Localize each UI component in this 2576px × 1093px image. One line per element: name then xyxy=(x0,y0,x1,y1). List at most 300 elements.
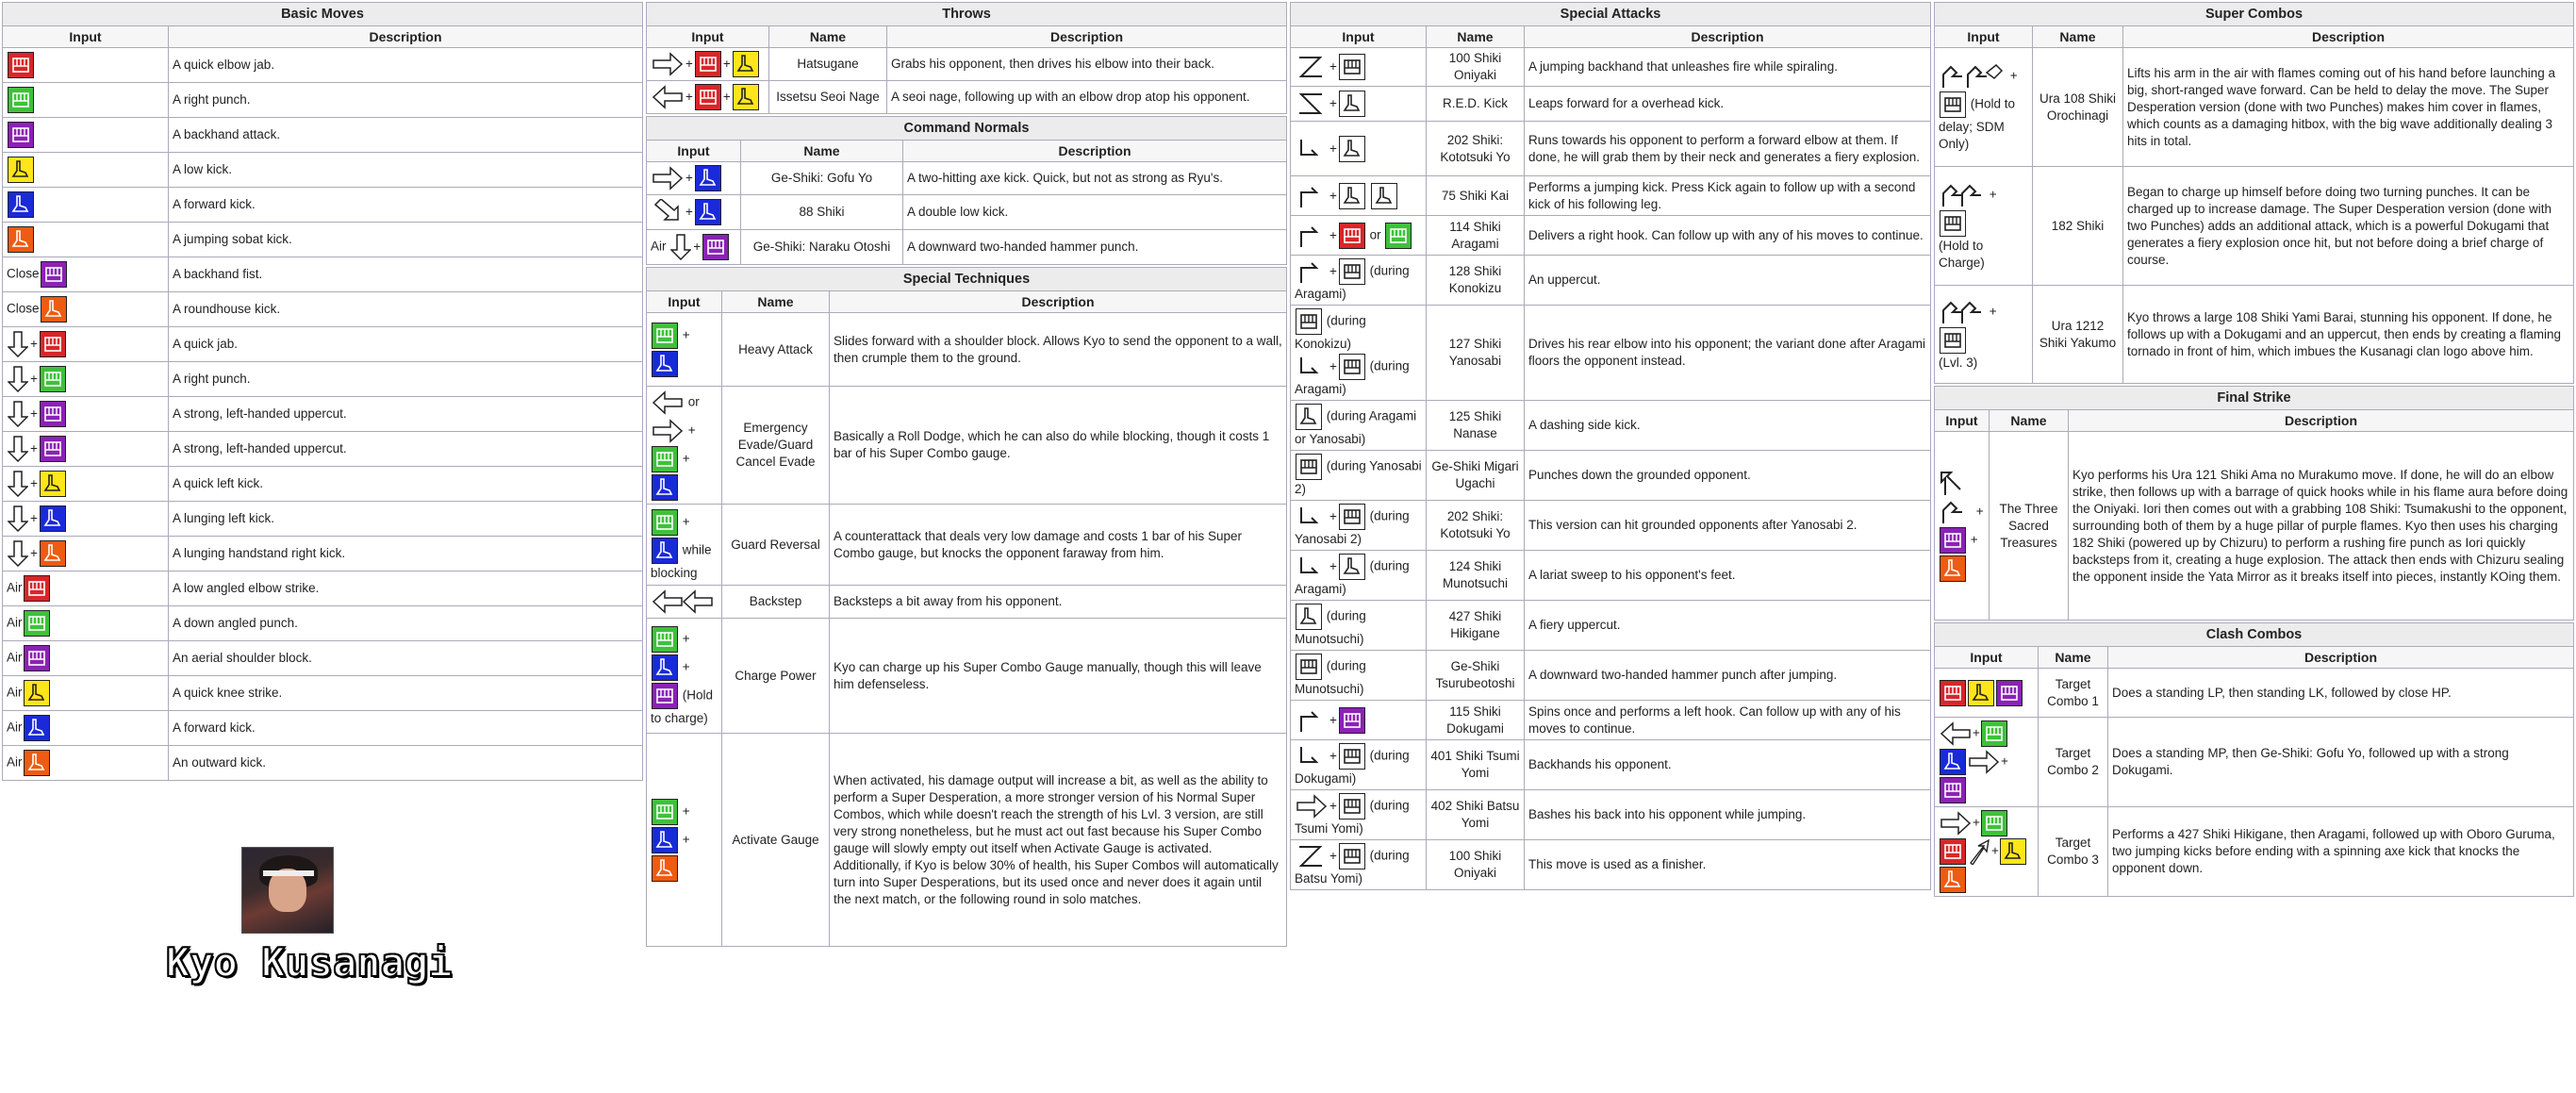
foot-icon xyxy=(1968,680,1994,706)
table-row xyxy=(1291,122,1931,176)
input-header: Input xyxy=(647,26,769,48)
table-row xyxy=(3,467,643,502)
input-header: Input xyxy=(1935,410,1990,432)
move-description: A strong, left-handed uppercut. xyxy=(169,432,643,467)
foot-outline-icon xyxy=(1339,91,1365,117)
character-portrait xyxy=(241,847,334,934)
move-description: When activated, his damage output will increase a bit, as well as the ability to perform a Super Desperation, a more stronger version of his Normal Super Combos, which while doesn't reach the strength of his Lvl. 3 version, are still very strong nonetheless, but he must act out fast because his Super Combo gauge will slowly empty out itself when Activate Gauge is activated. Additionally, if Kyo is below 30% of health, his Super Combos will automatically turn into Super Desperations, but its used once and never does it again until the next match, or the following round in solo matches. xyxy=(830,734,1287,947)
double-motion-icon xyxy=(1940,299,1985,325)
foot-icon xyxy=(2000,838,2026,865)
table-row xyxy=(3,83,643,118)
input-cell xyxy=(1935,669,2039,718)
move-name: The Three Sacred Treasures xyxy=(1990,432,2069,621)
input-cell: + (during Aragami) xyxy=(1291,256,1427,306)
forward-arrow-icon xyxy=(652,418,684,444)
basic-moves-table xyxy=(2,2,643,781)
quarter-circle-icon xyxy=(1296,354,1328,380)
table-row xyxy=(3,292,643,327)
character-name-logo: Kyo Kusanagi xyxy=(166,939,453,985)
z-motion-icon xyxy=(1296,54,1328,80)
move-description: Backhands his opponent. xyxy=(1525,740,1931,790)
condition-label: (during Aragami or Yanosabi) xyxy=(1295,408,1417,446)
input-cell: + xyxy=(1291,87,1427,122)
fist-outline-icon xyxy=(1339,258,1365,285)
modifier-label: Air xyxy=(7,720,23,735)
input-cell: Air + xyxy=(647,230,741,265)
quarter-circle-icon xyxy=(1296,743,1328,770)
back-arrow-icon xyxy=(652,389,684,416)
fist-icon xyxy=(1981,810,2007,836)
condition-label: (during Aragami) xyxy=(1295,558,1410,596)
table-row xyxy=(1291,216,1931,256)
table-row xyxy=(1935,286,2574,384)
fist-icon xyxy=(652,683,678,709)
move-name: 100 Shiki Oniyaki xyxy=(1427,840,1525,890)
table-row xyxy=(3,327,643,362)
move-name: Issetsu Seoi Nage xyxy=(769,81,887,114)
move-name: 124 Shiki Munotsuchi xyxy=(1427,551,1525,601)
fist-icon xyxy=(41,261,67,288)
table-row xyxy=(3,502,643,537)
foot-icon xyxy=(1940,867,1966,893)
foot-icon xyxy=(1940,555,1966,582)
up-forward-motion-icon xyxy=(1296,707,1328,734)
move-description: A jumping sobat kick. xyxy=(169,223,643,257)
input-cell: + xyxy=(3,537,169,571)
table-row xyxy=(1291,740,1931,790)
table-row xyxy=(1291,701,1931,740)
condition-label: (during Aragami) xyxy=(1295,358,1410,396)
back-back-arrow-icon xyxy=(652,588,714,615)
table-row xyxy=(647,505,1287,586)
table-row xyxy=(1935,807,2574,897)
table-row xyxy=(647,619,1287,734)
foot-outline-icon xyxy=(1339,554,1365,580)
move-name: Guard Reversal xyxy=(722,505,830,586)
fist-icon xyxy=(40,366,66,392)
modifier-label: Air xyxy=(7,685,23,700)
move-description: A fiery uppercut. xyxy=(1525,601,1931,651)
table-row xyxy=(1291,256,1931,306)
move-description: Performs a 427 Shiki Hikigane, then Aragami, followed up with Oboro Guruma, two jumping kicks before ending with a spinning axe kick that knocks the opponent down. xyxy=(2108,807,2574,897)
input-header: Input xyxy=(647,141,741,162)
fist-icon xyxy=(1981,720,2007,747)
input-cell xyxy=(1291,451,1427,501)
move-name: 127 Shiki Yanosabi xyxy=(1427,306,1525,401)
move-name: Hatsugane xyxy=(769,48,887,81)
modifier-label: Close xyxy=(7,266,40,281)
input-cell: + + xyxy=(1935,718,2039,807)
input-cell: + or xyxy=(1291,216,1427,256)
move-description: A right punch. xyxy=(169,83,643,118)
description-header: Description xyxy=(830,291,1287,313)
move-description: Grabs his opponent, then drives his elbow into their back. xyxy=(887,48,1287,81)
input-cell xyxy=(1291,401,1427,451)
table-row xyxy=(1935,669,2574,718)
modifier-label: Air xyxy=(7,754,23,770)
input-cell xyxy=(3,571,169,606)
down-arrow-icon xyxy=(8,505,28,532)
command-normals-title: Command Normals xyxy=(647,117,1287,141)
move-name: 128 Shiki Konokizu xyxy=(1427,256,1525,306)
down-forward-arrow-icon xyxy=(652,199,684,225)
condition-label: (during Yanosabi 2) xyxy=(1295,508,1410,546)
input-cell: + xyxy=(3,327,169,362)
move-description: Does a standing LP, then standing LK, followed by close HP. xyxy=(2108,669,2574,718)
move-name: 401 Shiki Tsumi Yomi xyxy=(1427,740,1525,790)
name-header: Name xyxy=(1990,410,2069,432)
fist-outline-icon xyxy=(1940,91,1966,118)
move-description: A low angled elbow strike. xyxy=(169,571,643,606)
forward-arrow-icon xyxy=(652,51,684,77)
move-description: Slides forward with a shoulder block. Allows Kyo to send the opponent to a wall, then crumple them to the ground. xyxy=(830,313,1287,387)
foot-icon xyxy=(1940,749,1966,775)
move-description: A quick left kick. xyxy=(169,467,643,502)
input-cell xyxy=(647,586,722,619)
move-name: Ge-Shiki Tsurubeotoshi xyxy=(1427,651,1525,701)
input-cell xyxy=(3,746,169,781)
move-description: A quick elbow jab. xyxy=(169,48,643,83)
fist-outline-icon xyxy=(1339,793,1365,820)
move-description: Performs a jumping kick. Press Kick again to follow up with a second kick of his following leg. xyxy=(1525,176,1931,216)
input-cell: + xyxy=(647,195,741,230)
fist-outline-icon xyxy=(1339,54,1365,80)
move-name: Target Combo 2 xyxy=(2039,718,2108,807)
input-cell: + (Hold to Charge) xyxy=(1935,167,2033,286)
hold-label: (Hold to delay; SDM Only) xyxy=(1939,96,2016,151)
move-name: Heavy Attack xyxy=(722,313,830,387)
move-description: A downward two-handed hammer punch. xyxy=(903,230,1287,265)
move-description: Kyo performs his Ura 121 Shiki Ama no Murakumo move. If done, he will do an elbow strike, then follows up with a barrage of quick hooks while in his flame aura before doing the Oniyaki. Iori then comes out with a grabbing 108 Shiki: Tsumakushi to the opponent, surrounding both of them by a huge pillar of purple flames. Kyo then uses his charging 182 Shiki (powered up by Chizuru) to perform a rushing fire punch as Iori quickly backsteps from it, creating a huge explosion. The attack then ends with Chizuru sealing the opponent inside the Yata Mirror as it breaks itself into pieces, instantly KOing them. xyxy=(2069,432,2574,621)
move-name: Charge Power xyxy=(722,619,830,734)
table-row xyxy=(3,711,643,746)
forward-arrow-icon xyxy=(652,165,684,191)
fist-icon xyxy=(40,401,66,427)
table-row xyxy=(647,81,1287,114)
move-name: Target Combo 1 xyxy=(2039,669,2108,718)
move-description: Delivers a right hook. Can follow up with any of his moves to continue. xyxy=(1525,216,1931,256)
basic-moves-title: Basic Moves xyxy=(3,3,643,26)
input-cell: + + xyxy=(647,734,722,947)
foot-icon xyxy=(652,654,678,681)
table-row xyxy=(1291,401,1931,451)
move-name: 182 Shiki xyxy=(2033,167,2123,286)
move-description: A right punch. xyxy=(169,362,643,397)
move-description: A strong, left-handed uppercut. xyxy=(169,397,643,432)
table-row xyxy=(1291,790,1931,840)
description-header: Description xyxy=(2108,647,2574,669)
table-row xyxy=(647,387,1287,505)
input-cell xyxy=(3,223,169,257)
input-cell: + xyxy=(647,162,741,195)
or-label: or xyxy=(687,394,700,409)
down-arrow-icon xyxy=(8,436,28,462)
table-row xyxy=(1935,48,2574,167)
table-row xyxy=(1291,601,1931,651)
description-header: Description xyxy=(903,141,1287,162)
table-row xyxy=(3,257,643,292)
input-cell: + xyxy=(3,502,169,537)
description-header: Description xyxy=(1525,26,1931,48)
table-row xyxy=(1291,48,1931,87)
move-name: 402 Shiki Batsu Yomi xyxy=(1427,790,1525,840)
foot-icon xyxy=(40,505,66,532)
condition-label: (during Tsumi Yomi) xyxy=(1295,798,1410,836)
foot-icon xyxy=(652,855,678,882)
move-name: Ge-Shiki: Gofu Yo xyxy=(741,162,903,195)
table-row xyxy=(3,606,643,641)
super-combos-title: Super Combos xyxy=(1935,3,2574,26)
up-back-arrow-icon xyxy=(1940,471,1972,497)
table-row xyxy=(3,641,643,676)
move-description: Bashes his back into his opponent while jumping. xyxy=(1525,790,1931,840)
down-arrow-icon xyxy=(8,366,28,392)
input-cell: + xyxy=(3,467,169,502)
input-cell: + xyxy=(1291,701,1427,740)
down-arrow-icon xyxy=(8,401,28,427)
fist-icon xyxy=(40,331,66,357)
table-row xyxy=(647,230,1287,265)
fist-icon xyxy=(1940,680,1966,706)
special-attacks-table xyxy=(1290,2,1931,890)
fist-icon xyxy=(652,626,678,653)
input-cell xyxy=(3,711,169,746)
foot-outline-icon xyxy=(1339,183,1365,209)
move-description: A lunging handstand right kick. xyxy=(169,537,643,571)
input-cell: + (Lvl. 3) xyxy=(1935,286,2033,384)
fist-foot-icon xyxy=(1940,327,1966,354)
move-description: A quick jab. xyxy=(169,327,643,362)
fist-icon xyxy=(1339,223,1365,249)
input-cell: + + xyxy=(647,81,769,114)
move-name: 125 Shiki Nanase xyxy=(1427,401,1525,451)
table-row xyxy=(1291,87,1931,122)
fist-icon xyxy=(24,575,50,602)
basic-moves-section xyxy=(2,2,643,781)
fist-icon xyxy=(1339,707,1365,734)
throws-title: Throws xyxy=(647,3,1287,26)
fist-outline-icon xyxy=(1940,210,1966,237)
foot-icon xyxy=(695,165,721,191)
table-row xyxy=(1291,176,1931,216)
table-row xyxy=(1291,501,1931,551)
table-row xyxy=(3,48,643,83)
table-row xyxy=(3,571,643,606)
name-header: Name xyxy=(2039,647,2108,669)
table-row xyxy=(647,48,1287,81)
move-description: A downward two-handed hammer punch after jumping. xyxy=(1525,651,1931,701)
clash-combos-title: Clash Combos xyxy=(1935,623,2574,647)
table-row xyxy=(3,362,643,397)
move-description: A backhand fist. xyxy=(169,257,643,292)
table-row xyxy=(3,223,643,257)
move-description: A two-hitting axe kick. Quick, but not as strong as Ryu's. xyxy=(903,162,1287,195)
table-row xyxy=(1291,551,1931,601)
fist-outline-icon xyxy=(1339,504,1365,530)
table-row xyxy=(647,586,1287,619)
move-description: An aerial shoulder block. xyxy=(169,641,643,676)
foot-icon xyxy=(652,538,678,564)
foot-icon xyxy=(652,474,678,501)
fist-outline-icon xyxy=(1296,654,1322,680)
table-row xyxy=(1935,432,2574,621)
input-header: Input xyxy=(1935,647,2039,669)
name-header: Name xyxy=(1427,26,1525,48)
fist-outline-icon xyxy=(1339,843,1365,869)
fist-icon xyxy=(652,799,678,825)
fist-outline-icon xyxy=(1339,743,1365,770)
move-description: A counterattack that deals very low damage and costs 1 bar of his Super Combo gauge, but knocks the opponent faraway from him. xyxy=(830,505,1287,586)
hold-label: (Hold to charge) xyxy=(651,687,714,725)
fist-icon xyxy=(702,234,729,260)
table-row xyxy=(3,397,643,432)
move-description: Kyo can charge up his Super Combo Gauge manually, though this will leave him defenseless. xyxy=(830,619,1287,734)
super-column xyxy=(1934,2,2574,897)
up-forward-arrow-icon xyxy=(1968,838,1990,865)
table-row xyxy=(1935,718,2574,807)
move-name: Activate Gauge xyxy=(722,734,830,947)
table-row xyxy=(3,746,643,781)
level-label: (Lvl. 3) xyxy=(1939,355,1978,370)
foot-icon xyxy=(40,540,66,567)
move-description: A forward kick. xyxy=(169,188,643,223)
reverse-z-motion-icon xyxy=(1296,91,1328,117)
input-cell: + xyxy=(647,313,722,387)
move-name: 427 Shiki Hikigane xyxy=(1427,601,1525,651)
quarter-circle-icon xyxy=(1296,554,1328,580)
down-arrow-icon xyxy=(8,540,28,567)
foot-icon xyxy=(24,680,50,706)
input-cell: + + xyxy=(647,48,769,81)
back-arrow-icon xyxy=(1940,720,1972,747)
modifier-label: Air xyxy=(7,650,23,665)
up-forward-motion-icon xyxy=(1296,258,1328,285)
foot-icon xyxy=(652,351,678,377)
input-cell xyxy=(3,83,169,118)
special-techniques-title: Special Techniques xyxy=(647,268,1287,291)
command-normals-table xyxy=(646,116,1287,265)
forward-arrow-icon xyxy=(1968,749,2000,775)
condition-label: (during Aragami) xyxy=(1295,263,1410,301)
table-row xyxy=(3,153,643,188)
move-name: Ura 1212 Shiki Yakumo xyxy=(2033,286,2123,384)
forward-arrow-icon xyxy=(1296,793,1328,820)
input-cell: + (during Dokugami) xyxy=(1291,740,1427,790)
input-cell: + + (Hold to charge) xyxy=(647,619,722,734)
move-description: A backhand attack. xyxy=(169,118,643,153)
name-header: Name xyxy=(769,26,887,48)
move-name: 202 Shiki: Kototsuki Yo xyxy=(1427,501,1525,551)
input-cell: + xyxy=(1291,122,1427,176)
table-row xyxy=(1291,306,1931,401)
move-description: Does a standing MP, then Ge-Shiki: Gofu Yo, followed up with a strong Dokugami. xyxy=(2108,718,2574,807)
super-combos-table xyxy=(1934,2,2574,384)
forward-arrow-icon xyxy=(1940,810,1972,836)
move-name: 75 Shiki Kai xyxy=(1427,176,1525,216)
move-name: Ura 108 Shiki Orochinagi xyxy=(2033,48,2123,167)
move-name: 202 Shiki: Kototsuki Yo xyxy=(1427,122,1525,176)
table-row xyxy=(1935,167,2574,286)
move-description: Punches down the grounded opponent. xyxy=(1525,451,1931,501)
description-header: Description xyxy=(887,26,1287,48)
foot-icon xyxy=(733,51,759,77)
input-header: Input xyxy=(1291,26,1427,48)
input-cell xyxy=(3,676,169,711)
fist-icon xyxy=(1940,527,1966,554)
foot-icon xyxy=(8,157,34,183)
fist-icon xyxy=(24,645,50,671)
up-forward-motion-icon xyxy=(1296,223,1328,249)
fist-outline-icon xyxy=(1339,354,1365,380)
back-arrow-icon xyxy=(652,84,684,110)
move-description: A dashing side kick. xyxy=(1525,401,1931,451)
condition-label: (during Munotsuchi) xyxy=(1295,658,1366,696)
move-description: Spins once and performs a left hook. Can follow up with any of his moves to continue. xyxy=(1525,701,1931,740)
table-row xyxy=(3,118,643,153)
input-header: Input xyxy=(3,26,169,48)
foot-icon xyxy=(695,199,721,225)
move-description: This move is used as a finisher. xyxy=(1525,840,1931,890)
fist-icon xyxy=(24,610,50,637)
input-cell xyxy=(3,118,169,153)
fist-icon xyxy=(652,509,678,536)
move-name: Target Combo 3 xyxy=(2039,807,2108,897)
move-description: This version can hit grounded opponents after Yanosabi 2. xyxy=(1525,501,1931,551)
move-description: A down angled punch. xyxy=(169,606,643,641)
foot-icon xyxy=(733,84,759,110)
input-cell xyxy=(3,641,169,676)
move-description: Kyo throws a large 108 Shiki Yami Barai, stunning his opponent. If done, he follows up with a Dokugami and an uppercut, then ends by creating a flaming tornado in front of him, which imbues the Kusanagi clan logo above him. xyxy=(2123,286,2574,384)
qcb-hcf-motion-icon xyxy=(1940,63,2006,90)
name-header: Name xyxy=(741,141,903,162)
move-name: R.E.D. Kick xyxy=(1427,87,1525,122)
move-description: Began to charge up himself before doing two turning punches. It can be charged up to increase damage. The Super Desperation version (done with two Punches) adds an additional attack, which is a powerful Dokugami that generates a fiery explosion once hit, but not before doing a brief charge of course. xyxy=(2123,167,2574,286)
move-description: A lunging left kick. xyxy=(169,502,643,537)
input-header: Input xyxy=(1935,26,2033,48)
name-header: Name xyxy=(2033,26,2123,48)
fist-icon xyxy=(40,436,66,462)
double-motion-icon xyxy=(1940,182,1985,208)
modifier-label: Air xyxy=(7,615,23,630)
move-name: Ge-Shiki: Naraku Otoshi xyxy=(741,230,903,265)
move-description: Drives his rear elbow into his opponent; the variant done after Aragami floors the opponent instead. xyxy=(1525,306,1931,401)
fist-icon xyxy=(695,51,721,77)
clash-combos-table xyxy=(1934,622,2574,897)
input-cell xyxy=(1291,601,1427,651)
special-attacks-title: Special Attacks xyxy=(1291,3,1931,26)
modifier-label: Close xyxy=(7,301,40,316)
input-cell: + + xyxy=(1935,807,2039,897)
input-cell: (during Konokizu) + (during Aragami) xyxy=(1291,306,1427,401)
table-row xyxy=(1291,451,1931,501)
foot-icon xyxy=(8,226,34,253)
move-description: An uppercut. xyxy=(1525,256,1931,306)
while-blocking-label: while blocking xyxy=(651,542,712,580)
description-header: Description xyxy=(2123,26,2574,48)
table-row xyxy=(3,188,643,223)
input-cell xyxy=(3,153,169,188)
fist-icon xyxy=(1996,680,2023,706)
fist-icon xyxy=(1385,223,1412,249)
fist-icon xyxy=(652,323,678,349)
move-description: A roundhouse kick. xyxy=(169,292,643,327)
description-header: Description xyxy=(2069,410,2574,432)
move-description: Backsteps a bit away from his opponent. xyxy=(830,586,1287,619)
move-description: A jumping backhand that unleashes fire while spiraling. xyxy=(1525,48,1931,87)
down-arrow-icon xyxy=(8,471,28,497)
table-row xyxy=(3,676,643,711)
description-header: Description xyxy=(169,26,643,48)
